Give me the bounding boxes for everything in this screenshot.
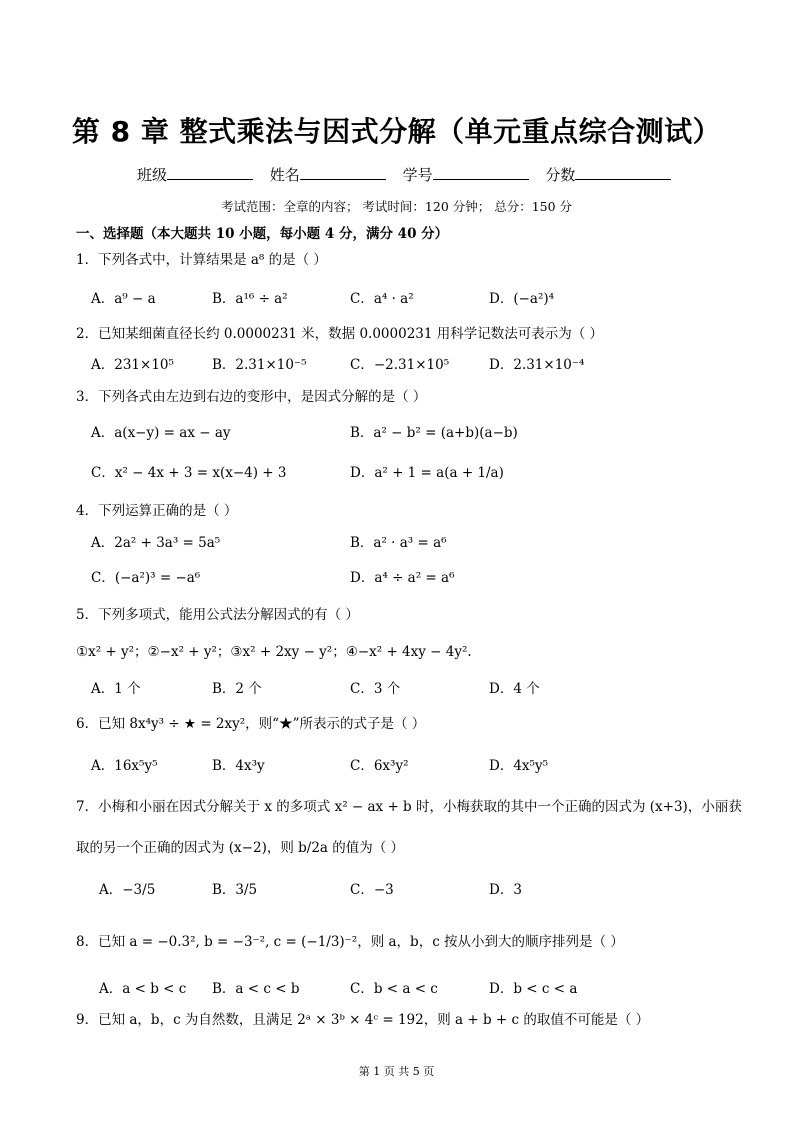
q5-option-a: A．1 个 <box>91 681 141 697</box>
section-heading: 一、选择题（本大题共 10 小题，每小题 4 分，满分 40 分） <box>76 226 449 242</box>
q3-option-a: A．a(x−y) = ax − ay <box>91 425 231 441</box>
q3-option-d: D．a² + 1 = a(a + 1/a) <box>350 465 504 481</box>
class-blank <box>167 165 253 180</box>
q8-option-b: B．a < c < b <box>212 981 300 997</box>
question-6-stem: 6．已知 8x⁴y³ ÷ ★ = 2xy²，则“★”所表示的式子是（ ） <box>76 716 426 732</box>
question-2-stem: 2．已知某细菌直径长约 0.0000231 米，数据 0.0000231 用科学记数法可表示为（ ） <box>76 326 604 342</box>
q2-option-d: D．2.31×10⁻⁴ <box>489 357 585 373</box>
score-blank <box>575 165 671 180</box>
q7-option-a: A．−3/5 <box>99 882 156 898</box>
q7-option-b: B．3/5 <box>212 882 258 898</box>
student-info-line <box>137 164 683 185</box>
q1-option-c: C．a⁴ · a² <box>350 291 414 307</box>
question-4-stem: 4．下列运算正确的是（ ） <box>76 503 238 519</box>
score-label: 分数 <box>545 166 576 184</box>
name-label: 姓名 <box>269 166 300 184</box>
q6-option-c: C．6x³y² <box>350 758 409 774</box>
q4-option-a: A．2a² + 3a³ = 5a⁵ <box>91 535 221 551</box>
id-label: 学号 <box>402 166 433 184</box>
q6-option-b: B．4x³y <box>212 758 265 774</box>
q6-option-a: A．16x⁵y⁵ <box>91 758 158 774</box>
q5-option-b: B．2 个 <box>212 681 262 697</box>
q8-option-c: C．b < a < c <box>350 981 438 997</box>
q4-option-b: B．a² · a³ = a⁶ <box>350 535 447 551</box>
question-9-stem: 9．已知 a，b，c 为自然数，且满足 2ᵃ × 3ᵇ × 4ᶜ = 192，则 a + b + c 的取值不可能是（ ） <box>76 1012 650 1028</box>
exam-scope: 考试范围：全章的内容； 考试时间：120 分钟； 总分：150 分 <box>220 199 573 214</box>
q3-option-c: C．x² − 4x + 3 = x(x−4) + 3 <box>91 465 287 481</box>
q3-option-b: B．a² − b² = (a+b)(a−b) <box>350 425 518 441</box>
q1-option-d: D．(−a²)⁴ <box>489 291 555 307</box>
question-7-stem: 7．小梅和小丽在因式分解关于 x 的多项式 x² − ax + b 时，小梅获取的其中一个正确的因式为 (x+3)，小丽获 <box>76 799 742 815</box>
question-5-stem: 5．下列多项式，能用公式法分解因式的有（ ） <box>76 607 359 623</box>
name-blank <box>300 165 386 180</box>
q6-option-d: D．4x⁵y⁵ <box>489 758 548 774</box>
q5-option-d: D．4 个 <box>489 681 540 697</box>
q1-option-a: A．a⁹ − a <box>91 291 156 307</box>
q5-option-c: C．3 个 <box>350 681 401 697</box>
question-3-stem: 3．下列各式由左边到右边的变形中，是因式分解的是（ ） <box>76 389 427 405</box>
class-label: 班级 <box>137 166 168 184</box>
question-8-stem: 8．已知 a = −0.3², b = −3⁻², c = (−1/3)⁻²，则 a，b，c 按从小到大的顺序排列是（ ） <box>76 934 624 950</box>
q1-option-b: B．a¹⁶ ÷ a² <box>212 291 288 307</box>
question-1-stem: 1．下列各式中，计算结果是 a⁸ 的是（ ） <box>76 252 327 268</box>
q8-option-a: A．a < b < c <box>99 981 187 997</box>
page-footer: 第 1 页 共 5 页 <box>358 1065 435 1078</box>
q7-option-c: C．−3 <box>350 882 394 898</box>
q4-option-d: D．a⁴ ÷ a² = a⁶ <box>350 570 455 586</box>
page-title: 第 8 章 整式乘法与因式分解（单元重点综合测试） <box>71 115 722 148</box>
id-blank <box>433 165 529 180</box>
q2-option-a: A．231×10⁵ <box>91 357 174 373</box>
q2-option-c: C．−2.31×10⁵ <box>350 357 450 373</box>
q8-option-d: D．b < c < a <box>489 981 578 997</box>
q2-option-b: B．2.31×10⁻⁵ <box>212 357 307 373</box>
question-7-stem-cont: 取的另一个正确的因式为 (x−2)，则 b/2a 的值为（ ） <box>76 840 405 856</box>
q7-option-d: D．3 <box>489 882 522 898</box>
question-5-items: ①x² + y²；②−x² + y²；③x² + 2xy − y²；④−x² + 4xy − 4y². <box>76 644 472 660</box>
q4-option-c: C．(−a²)³ = −a⁶ <box>91 570 201 586</box>
